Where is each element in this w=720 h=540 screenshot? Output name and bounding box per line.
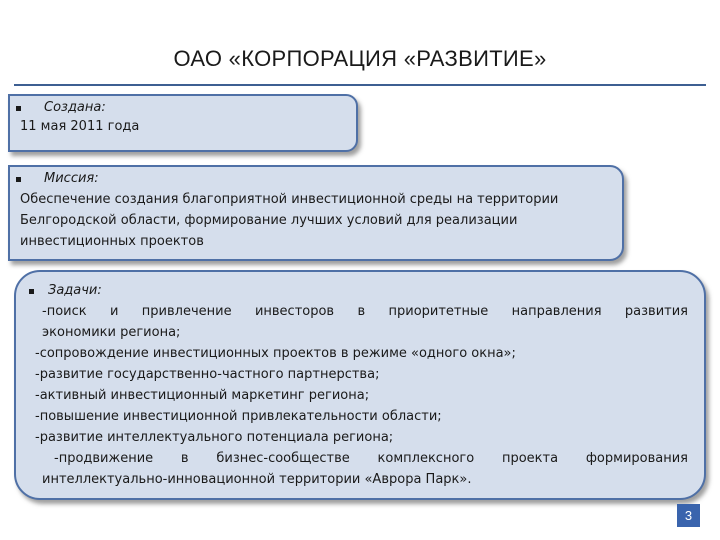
mission-heading: Миссия: — [44, 171, 99, 186]
bullet-icon — [16, 106, 21, 111]
task-line: -поиск и привлечение инвесторов в приоритетные направления развития — [42, 304, 688, 319]
task-line: -сопровождение инвестиционных проектов в режиме «одного окна»; — [35, 346, 516, 361]
page-title: ОАО «КОРПОРАЦИЯ «РАЗВИТИЕ» — [173, 46, 547, 71]
mission-line: инвестиционных проектов — [20, 234, 204, 249]
bullet-icon — [29, 289, 34, 294]
task-line: интеллектуально-инновационной территории «Аврора Парк». — [42, 472, 472, 487]
task-line: экономики региона; — [42, 325, 181, 340]
mission-box — [8, 165, 624, 261]
task-line: -продвижение в бизнес-сообществе комплексного проекта формирования — [54, 451, 688, 466]
title-divider — [14, 84, 706, 86]
tasks-box — [14, 270, 706, 500]
mission-line: Обеспечение создания благоприятной инвестиционной среды на территории — [20, 192, 559, 207]
task-line: -повышение инвестиционной привлекательности области; — [35, 409, 442, 424]
created-date: 11 мая 2011 года — [20, 119, 140, 134]
page-number-badge: 3 — [677, 504, 700, 527]
task-line: -активный инвестиционный маркетинг региона; — [35, 388, 370, 403]
task-line: -развитие государственно-частного партнерства; — [35, 367, 380, 382]
tasks-heading: Задачи: — [48, 283, 102, 298]
task-line: -развитие интеллектуального потенциала региона; — [35, 430, 394, 445]
mission-line: Белгородской области, формирование лучших условий для реализации — [20, 213, 518, 228]
created-box — [8, 94, 358, 152]
bullet-icon — [16, 177, 21, 182]
created-heading: Создана: — [44, 100, 106, 115]
